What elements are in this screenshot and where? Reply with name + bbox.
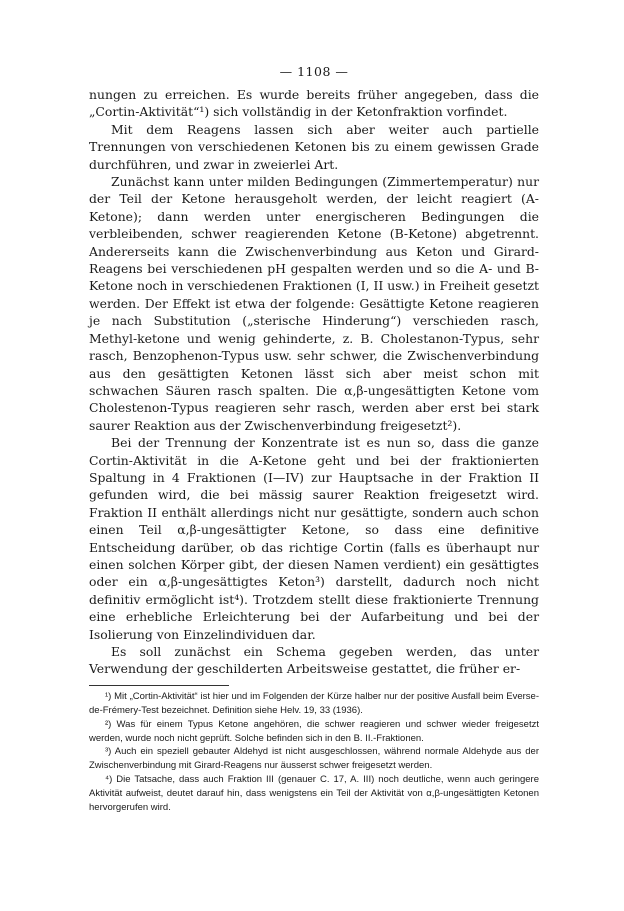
- footnote-2: ²) Was für einem Typus Ketone angehören, die schwer reagieren und schwer wieder freigesetzt werden, wurde noch nicht geprüft. Solche befinden sich in den B. II.-Fraktionen.: [89, 718, 539, 744]
- footnote-1: ¹) Mit „Cortin-Aktivität“ ist hier und im Folgenden der Kürze halber nur der positive Ausfall beim Everse-de-Frémery-Test bezeichnet. Definition siehe Helv. 19, 33 (1936).: [89, 690, 539, 716]
- paragraph-3: Zunächst kann unter milden Bedingungen (Zimmertemperatur) nur der Teil der Ketone herausgeholt werden, der leicht reagiert (A-Ketone); dann werden unter energischeren Bedingungen die verbleibenden, schwer reagierenden Ketone (B-Ketone) abgetrennt. Andererseits kann die Zwischenverbindung aus Keton und Girard-Reagens bei verschiedenen pH gespalten werden und so die A- und B-Ketone noch in verschiedenen Fraktionen (I, II usw.) in Freiheit gesetzt werden. Der Effekt ist etwa der folgende: Gesättigte Ketone reagieren je nach Substitution („sterische Hinderung“) verschieden rasch, Methyl-ketone und wenig gehinderte, z. B. Cholestanon-Typus, sehr rasch, Benzophenon-Typus usw. sehr schwer, die Zwischenverbindung aus den gesättigten Ketonen lässt sich aber meist schon mit schwachen Säuren rasch spalten. Die α,β-ungesättigten Ketone vom Cholestenon-Typus reagieren sehr rasch, werden aber erst bei stark saurer Reaktion aus der Zwischenverbindung freigesetzt²).: [89, 174, 539, 433]
- footnote-divider: [89, 685, 229, 686]
- footnote-4: ⁴) Die Tatsache, dass auch Fraktion III (genauer C. 17, A. III) noch deutliche, wenn auch geringere Aktivität aufweist, deutet darauf hin, dass wenigstens ein Teil der Aktivität von α,β-ungesättigten Ketonen hervorgerufen wird.: [89, 774, 539, 814]
- footnote-3: ³) Auch ein speziell gebauter Aldehyd ist nicht ausgeschlossen, während normale Aldehyde aus der Zwischenverbindung mit Girard-Reagens nur äusserst schwer freigesetzt werden.: [89, 746, 539, 772]
- paragraph-2: Mit dem Reagens lassen sich aber weiter auch partielle Trennungen von verschiedenen Ketonen bis zu einem gewissen Grade durchführen, und zwar in zweierlei Art.: [89, 121, 539, 172]
- page: [89, 64, 539, 815]
- body-text: [89, 86, 539, 678]
- paragraph-4: Bei der Trennung der Konzentrate ist es nun so, dass die ganze Cortin-Aktivität in die A-Ketone geht und bei der fraktionierten Spaltung in 4 Fraktionen (I—IV) zur Hauptsache in der Fraktion II gefunden wird, die bei mässig saurer Reaktion freigesetzt wird. Fraktion II enthält allerdings nicht nur gesättigte, sondern auch schon einen Teil α,β-ungesättigter Ketone, so dass eine definitive Entscheidung darüber, ob das richtige Cortin (falls es überhaupt nur einen solchen Körper gibt, der diesen Namen verdient) ein gesättigtes oder ein α,β-ungesättigtes Keton³) darstellt, dadurch noch nicht definitiv ermöglicht ist⁴). Trotzdem stellt diese fraktionierte Trennung eine erhebliche Erleichterung bei der Aufarbeitung und bei der Isolierung von Einzelindividuen dar.: [89, 435, 539, 642]
- paragraph-1: nungen zu erreichen. Es wurde bereits früher angegeben, dass die „Cortin-Aktivität“¹) sich vollständig in der Ketonfraktion vorfindet.: [89, 87, 539, 120]
- paragraph-5: Es soll zunächst ein Schema gegeben werden, das unter Verwendung der geschilderten Arbeitsweise gestattet, die früher er-: [89, 644, 539, 677]
- footnotes: [89, 690, 539, 815]
- page-number: — 1108 —: [279, 64, 349, 79]
